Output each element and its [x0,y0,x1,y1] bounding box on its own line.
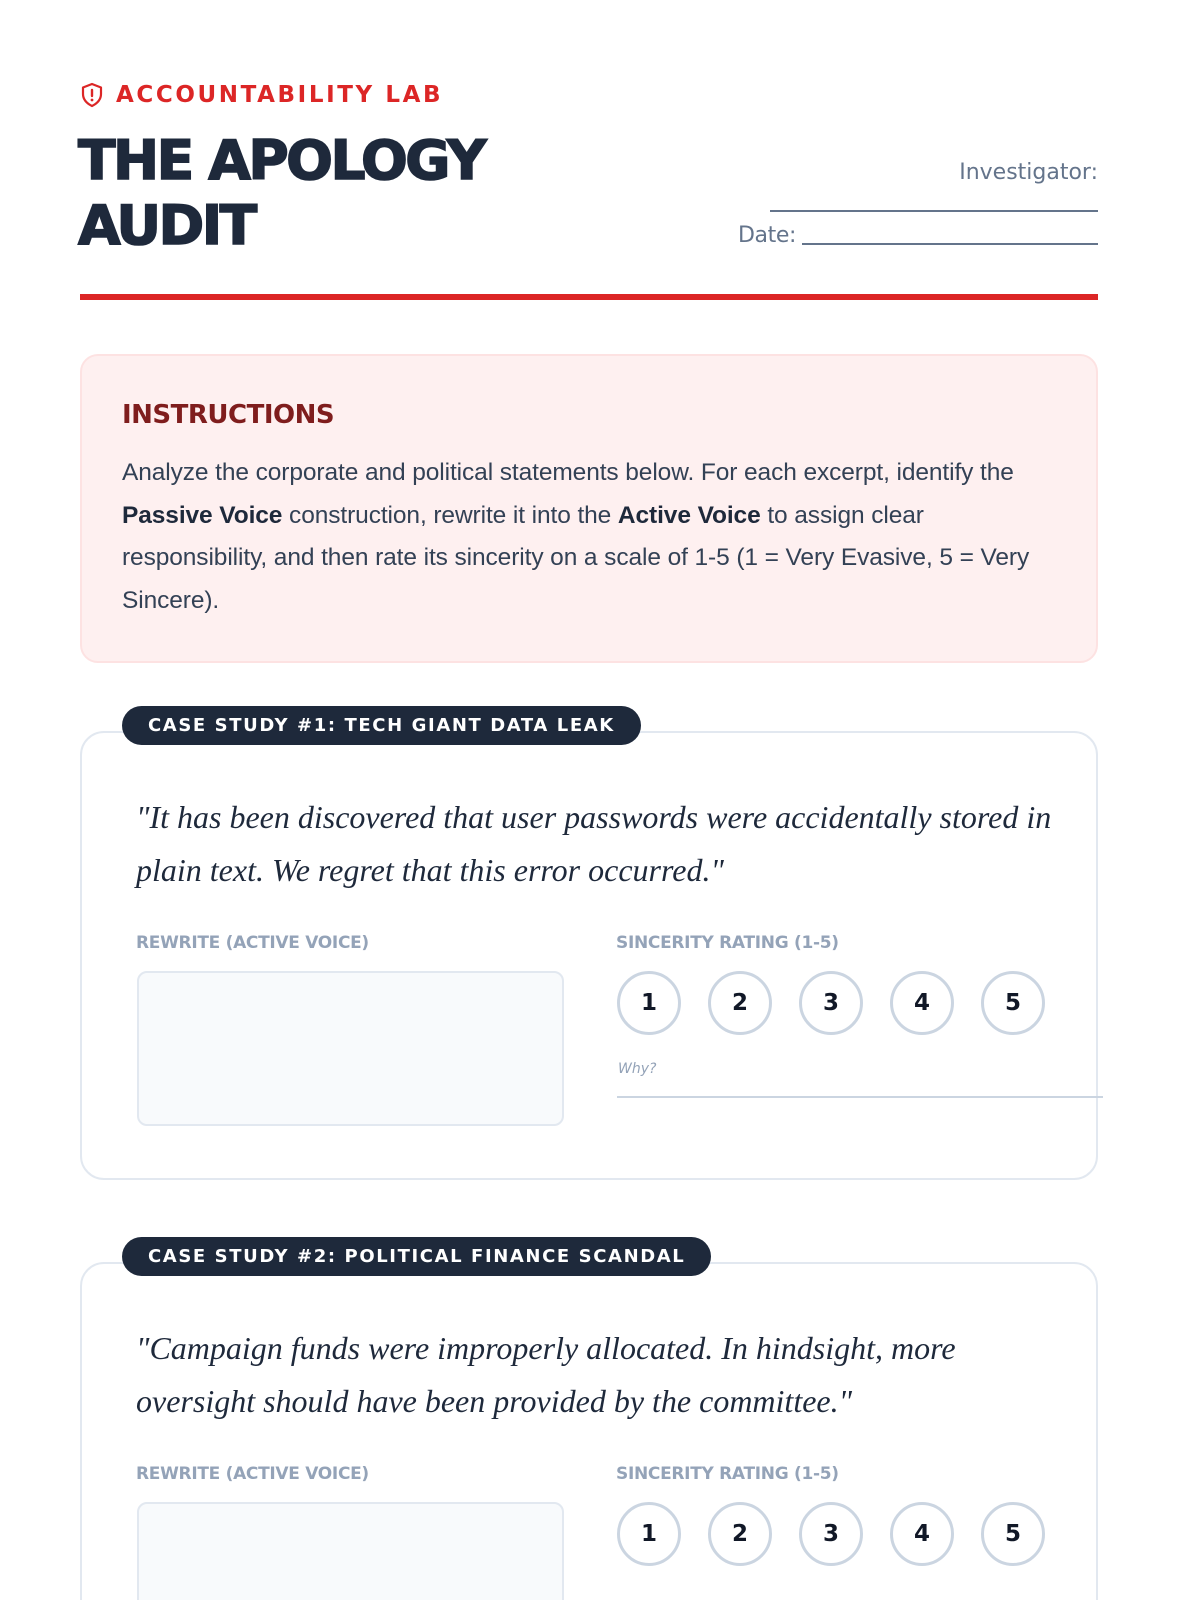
title-line-2: AUDIT [78,194,255,257]
date-field[interactable] [802,243,1098,245]
investigator-label: Investigator: [959,160,1098,185]
rewrite-input[interactable] [137,1502,564,1600]
case-card [80,731,1098,1180]
rating-option-2[interactable]: 2 [708,1502,772,1566]
date-row [738,219,1098,249]
shield-alert-icon [80,82,104,108]
brand-name: ACCOUNTABILITY LAB [116,82,444,108]
rating-label: SINCERITY RATING (1-5) [616,933,839,953]
rating-options [617,1502,1045,1566]
rewrite-label: REWRITE (ACTIVE VOICE) [136,933,369,953]
case-quote: "Campaign funds were improperly allocated. In hindsight, more oversight should have been provided by the committee." [136,1330,956,1419]
rating-option-4[interactable]: 4 [890,1502,954,1566]
case-card [80,1262,1098,1600]
brand-header [80,82,443,108]
rating-option-1[interactable]: 1 [617,971,681,1035]
rating-option-1[interactable]: 1 [617,1502,681,1566]
rating-option-5[interactable]: 5 [981,971,1045,1035]
rating-option-2[interactable]: 2 [708,971,772,1035]
case-tag: CASE STUDY #2: POLITICAL FINANCE SCANDAL [122,1237,711,1276]
investigator-field[interactable] [770,210,1098,212]
active-voice-term: Active Voice [617,501,761,529]
case-quote: "It has been discovered that user passwords were accidentally stored in plain text. We regret that this error occurred." [136,799,1052,888]
date-label: Date: [738,223,796,248]
case-tag: CASE STUDY #1: TECH GIANT DATA LEAK [122,706,641,745]
rewrite-input[interactable] [137,971,564,1126]
why-prompt: Why? [618,1061,657,1077]
instructions-box [80,354,1098,663]
rating-options [617,971,1045,1035]
page-title [78,128,608,258]
rewrite-label: REWRITE (ACTIVE VOICE) [136,1464,369,1484]
header-divider [80,294,1098,300]
title-line-1: THE APOLOGY [78,129,485,192]
rating-option-3[interactable]: 3 [799,971,863,1035]
rating-option-4[interactable]: 4 [890,971,954,1035]
instructions-title: INSTRUCTIONS [122,400,335,430]
meta-fields [738,158,1098,249]
rating-option-5[interactable]: 5 [981,1502,1045,1566]
why-input[interactable] [617,1096,1103,1098]
instructions-text: Analyze the corporate and political statements below. For each excerpt, identify the Passive Voice construction, rewrite it into the Active Voice to assign clear responsibility, and then rate its sincerity on a scale of 1-5 (1 = Very Evasive, 5 = Very Sincere). [122,459,1030,614]
passive-voice-term: Passive Voice [122,501,283,529]
rating-option-3[interactable]: 3 [799,1502,863,1566]
rating-label: SINCERITY RATING (1-5) [616,1464,839,1484]
